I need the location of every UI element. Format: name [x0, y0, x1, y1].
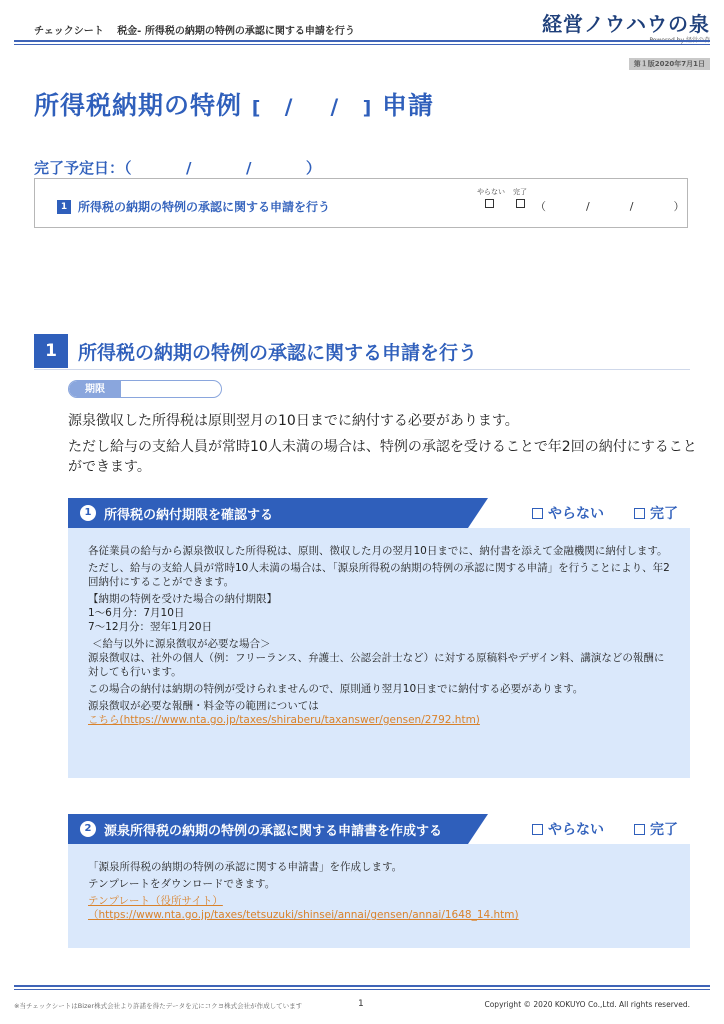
summary-checkbox-done[interactable] — [516, 199, 525, 208]
due-slash-2: / — [245, 159, 252, 177]
summary-label-done: 完了 — [513, 188, 527, 196]
page-title — [34, 86, 434, 122]
step-1-body — [68, 528, 690, 778]
step-2-link-url[interactable]: （https://www.nta.go.jp/taxes/tetsuzuki/shinsei/annai/gensen/annai/1648_14.htm) — [88, 909, 519, 921]
due-date — [34, 157, 321, 178]
intro-line-1: 源泉徴収した所得税は原則翌月の10日までに納付する必要があります。 — [68, 413, 519, 429]
summary-checkbox-not-do[interactable] — [485, 199, 494, 208]
checkbox-icon — [634, 824, 645, 835]
checkbox-icon — [532, 508, 543, 519]
header-divider-thin — [14, 44, 710, 45]
section-number: 1 — [34, 334, 68, 368]
page-number: 1 — [358, 999, 364, 1009]
summary-date-slash-2: / — [629, 200, 634, 213]
step-1-number: 1 — [80, 505, 96, 521]
step-2-title: 源泉所得税の納期の特例の承認に関する申請書を作成する — [104, 824, 443, 839]
step-2-not-do-checkbox[interactable]: やらない — [532, 819, 604, 839]
step-2-number: 2 — [80, 821, 96, 837]
step-1-text: 源泉徴収は、社外の個人（例：フリーランス、弁護士、公認会計士など）に対する原稿料やデザイン料、講演などの報酬に対しても行います。 — [88, 652, 665, 678]
step-1-text: 【納期の特例を受けた場合の納付期限】 — [88, 593, 277, 605]
title-text: 所得税納期の特例 — [34, 91, 243, 120]
step-2-text: 「源泉所得税の納期の特例の承認に関する申請書」を作成します。 — [88, 861, 403, 873]
copyright: Copyright © 2020 KOKUYO Co.,Ltd. All rights reserved. — [484, 1000, 690, 1009]
title-suffix: 申請 — [381, 91, 434, 120]
step-2-done-checkbox[interactable]: 完了 — [634, 819, 678, 839]
summary-box — [34, 178, 688, 228]
step-1-link[interactable]: こちら(https://www.nta.go.jp/taxes/shiraberu/taxanswer/gensen/2792.htm) — [88, 714, 480, 726]
step-1-done-checkbox[interactable]: 完了 — [634, 503, 678, 523]
deadline-field[interactable] — [68, 380, 222, 398]
summary-number: 1 — [57, 200, 71, 214]
step-1-not-do-checkbox[interactable]: やらない — [532, 503, 604, 523]
title-bracket-close: ] — [362, 97, 373, 119]
summary-date-open: （ — [535, 200, 546, 213]
deadline-label: 期限 — [69, 381, 121, 397]
step-2-body — [68, 844, 690, 948]
header-divider — [14, 40, 710, 42]
step-1-text: この場合の納付は納期の特例が受けられませんので、原則通り翌月10日までに納付する必要があります。 — [88, 683, 584, 695]
footer-divider — [14, 985, 710, 987]
step-1-text: ただし、給与の支給人員が常時10人未満の場合は、「源泉所得税の納期の特例の承認に関する申請」を行うことにより、年2回納付にすることができます。 — [88, 562, 670, 588]
title-bracket-open: [ — [251, 97, 262, 119]
section-title: 所得税の納期の特例の承認に関する申請を行う — [78, 342, 478, 364]
section-underline — [34, 369, 690, 370]
step-2-text: テンプレートをダウンロードできます。 — [88, 878, 276, 890]
step-1-text: 7〜12月分：翌年1月20日 — [88, 621, 213, 633]
sheet-label: チェックシート — [34, 26, 104, 37]
step-1-text: 1〜6月分：7月10日 — [88, 607, 185, 619]
step-1-text: 源泉徴収が必要な報酬・料金等の範囲については — [88, 700, 319, 712]
summary-date-slash-1: / — [586, 200, 590, 213]
logo-main: 経営ノウハウの泉 — [542, 12, 710, 36]
intro-line-2: ただし給与の支給人員が常時10人未満の場合は、特例の承認を受けることで年2回の納付にすることができます。 — [68, 439, 697, 475]
step-1-text: ＜給与以外に源泉徴収が必要な場合＞ — [92, 638, 271, 650]
summary-label-not-do: やらない — [477, 188, 505, 196]
header-breadcrumb — [34, 22, 355, 37]
footer-note: ※当チェックシートはBizer株式会社より許諾を得たデータを元にコクヨ株式会社が作成しています — [14, 1002, 303, 1010]
due-close: ） — [305, 159, 321, 177]
checkbox-icon — [634, 508, 645, 519]
step-1-title: 所得税の納付期限を確認する — [104, 508, 274, 523]
summary-date — [535, 198, 684, 214]
logo — [542, 8, 710, 44]
checkbox-icon — [532, 824, 543, 835]
footer-divider-thin — [14, 989, 710, 990]
summary-date-close: ） — [673, 200, 685, 213]
title-slash-1: / — [284, 95, 294, 119]
title-slash-2: / — [330, 95, 340, 119]
due-label: 完了予定日：（ — [34, 159, 132, 177]
category-label: 税金‐ 所得税の納期の特例の承認に関する申請を行う — [117, 26, 355, 37]
step-1-text: 各従業員の給与から源泉徴収した所得税は、原則、徴収した月の翌月10日までに、納付書を添えて金融機関に納付します。 — [88, 545, 668, 557]
edition-badge: 第１版2020年7月1日 — [629, 58, 710, 70]
step-2-link-label[interactable]: テンプレート（役所サイト） — [88, 895, 223, 907]
summary-title: 所得税の納期の特例の承認に関する申請を行う — [78, 200, 331, 214]
due-slash-1: / — [185, 159, 192, 177]
